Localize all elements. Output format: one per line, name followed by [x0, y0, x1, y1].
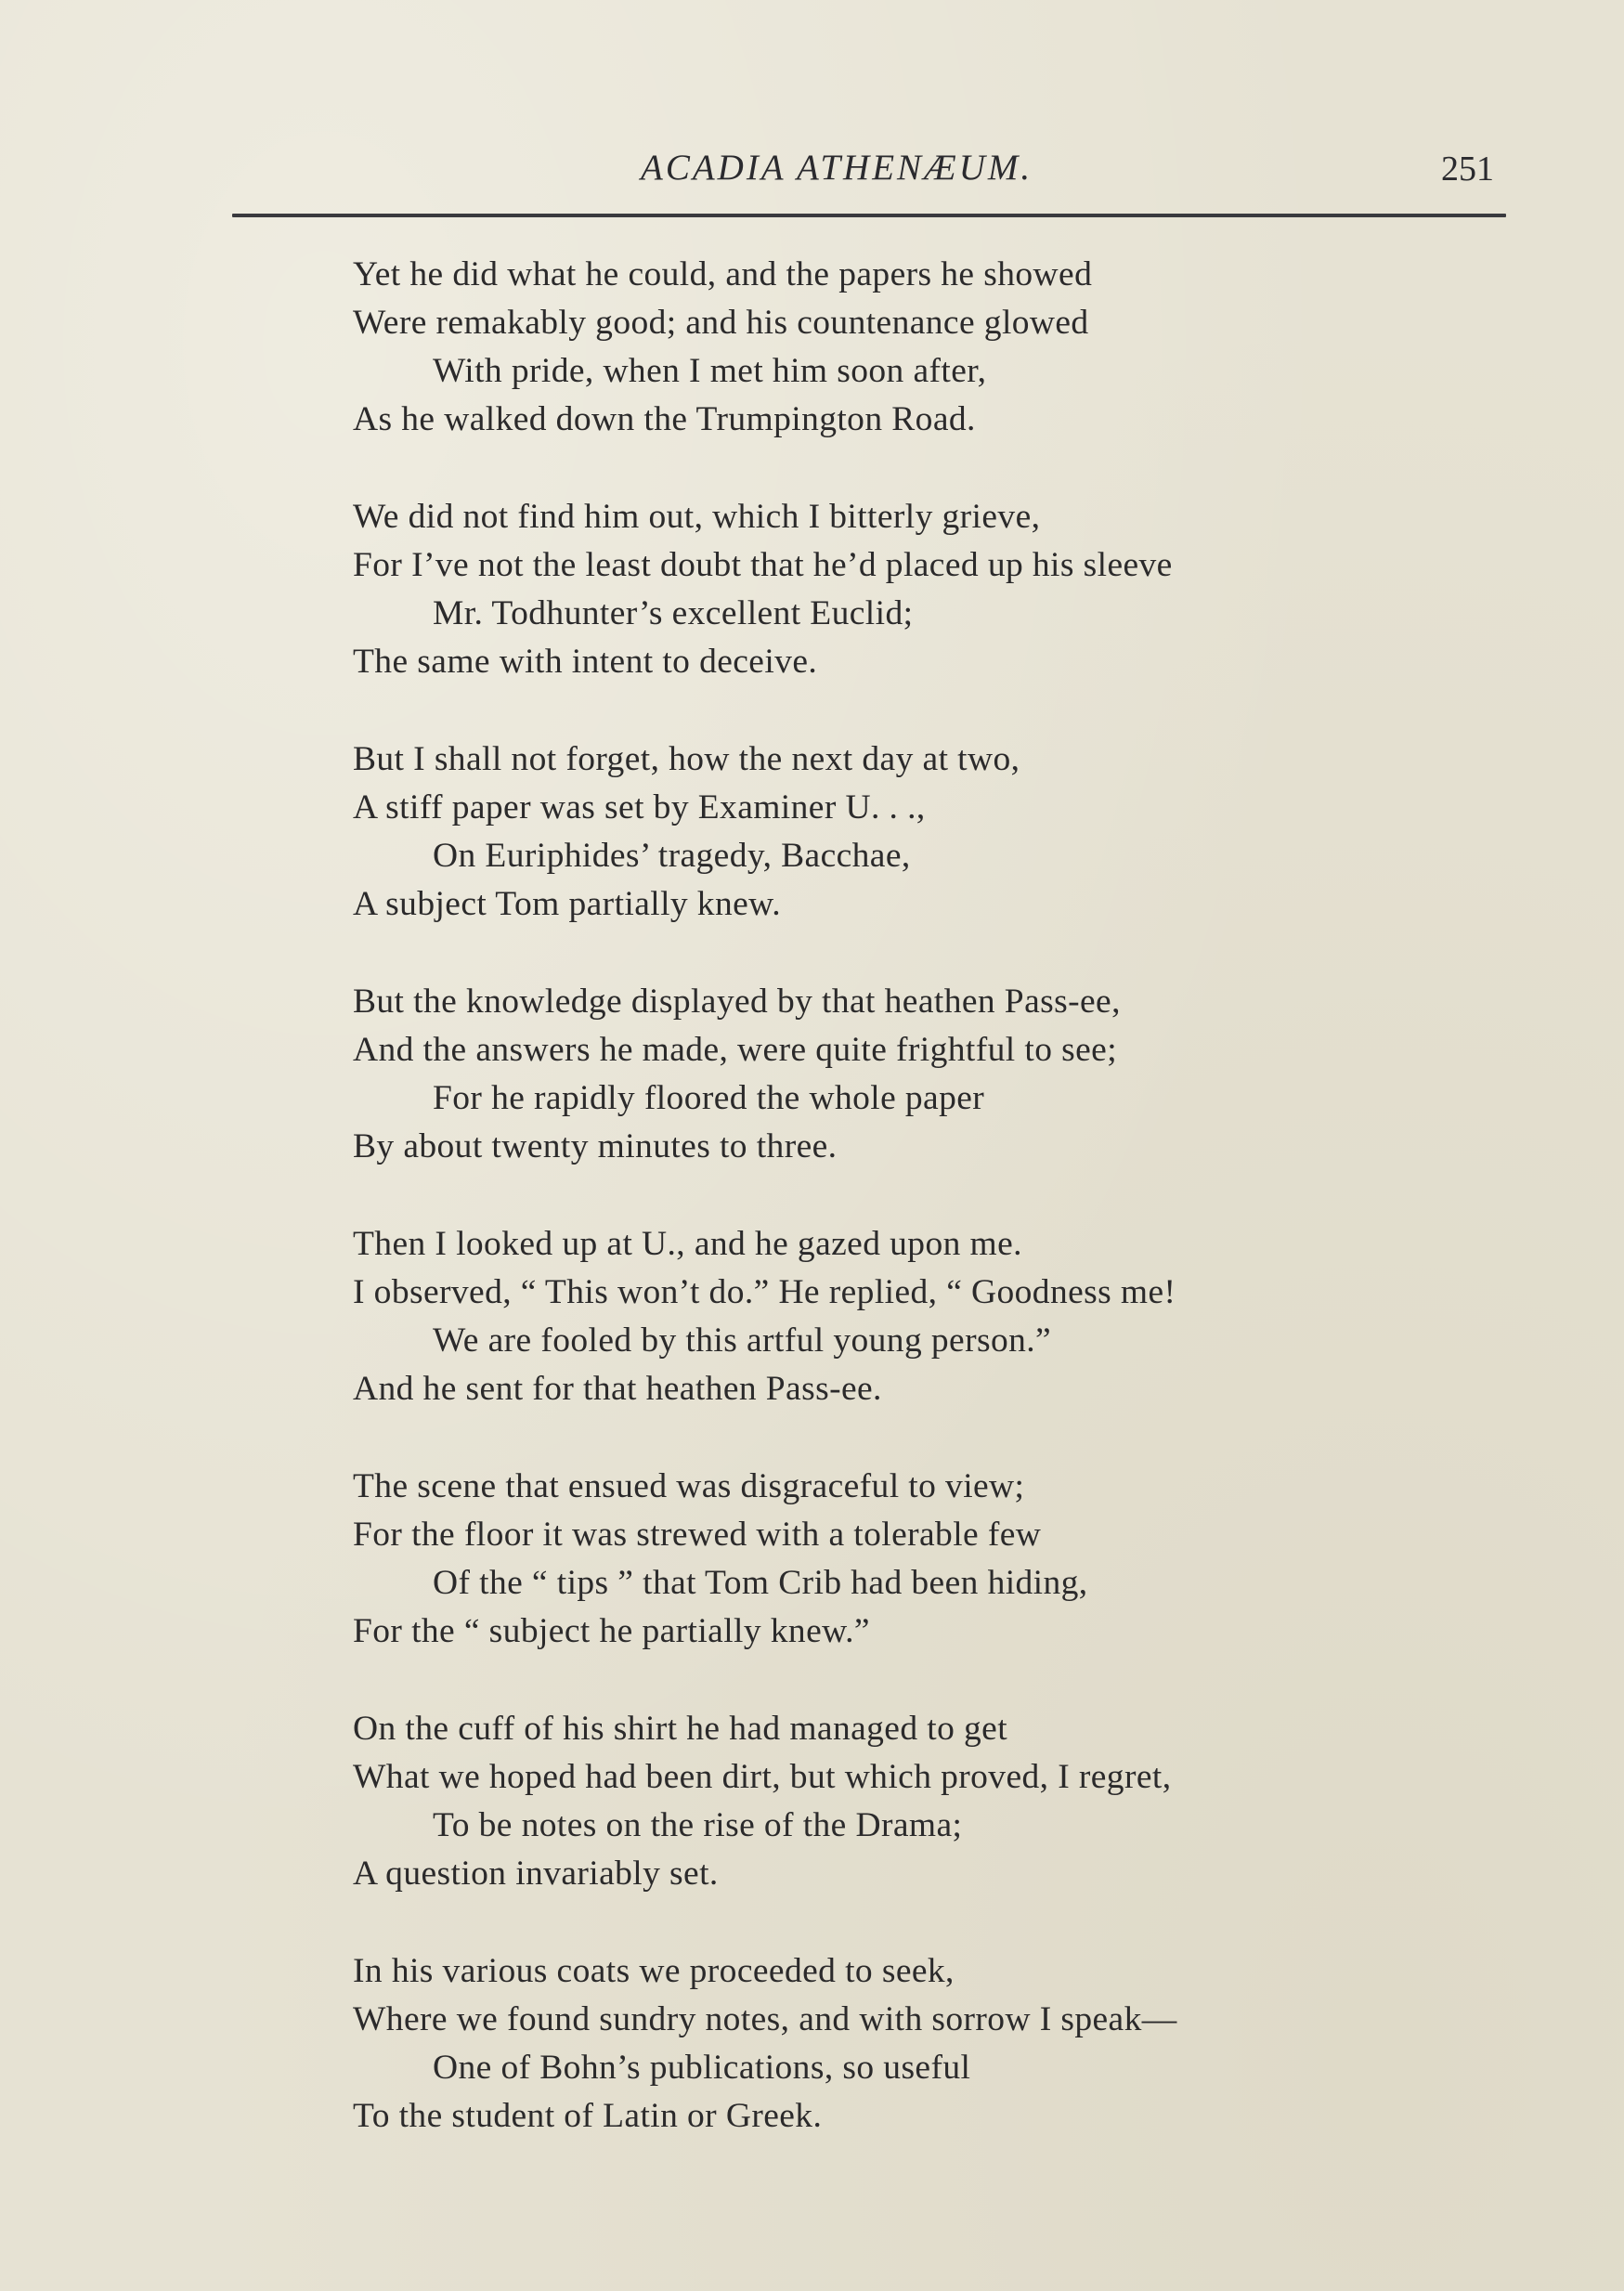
poem-line: The same with intent to deceive. — [353, 643, 818, 681]
poem-line: We did not find him out, which I bitterly grieve, — [353, 498, 1041, 536]
stanza — [353, 1947, 1421, 2141]
poem-line: A question invariably set. — [353, 1855, 719, 1893]
poem-line: As he walked down the Trumpington Road. — [353, 400, 976, 438]
poem-line: To the student of Latin or Greek. — [353, 2097, 823, 2135]
poem-line: I observed, “ This won’t do.” He replied, “ Goodness me! — [353, 1273, 1176, 1311]
poem-line: And he sent for that heathen Pass-ee. — [353, 1370, 882, 1408]
poem-line: On Euriphides’ tragedy, Bacchae, — [433, 837, 911, 875]
header-rule — [232, 214, 1506, 217]
poem-line: Were remakably good; and his countenance glowed — [353, 304, 1089, 342]
poem-line: We are fooled by this artful young person.” — [433, 1321, 1052, 1360]
poem-line: A stiff paper was set by Examiner U. . ., — [353, 788, 926, 827]
poem-line: On the cuff of his shirt he had managed to get — [353, 1710, 1008, 1748]
poem-line: Mr. Todhunter’s excellent Euclid; — [433, 594, 914, 632]
poem-body — [353, 251, 1421, 2190]
poem-line: For the floor it was strewed with a tolerable few — [353, 1516, 1042, 1554]
poem-line: And the answers he made, were quite frightful to see; — [353, 1031, 1118, 1069]
poem-line: Of the “ tips ” that Tom Crib had been hiding, — [433, 1564, 1088, 1602]
poem-line: For he rapidly floored the whole paper — [433, 1079, 985, 1117]
poem-line: What we hoped had been dirt, but which proved, I regret, — [353, 1758, 1172, 1796]
stanza — [353, 978, 1421, 1171]
poem-line: With pride, when I met him soon after, — [433, 352, 987, 390]
stanza — [353, 493, 1421, 686]
poem-line: But I shall not forget, how the next day at two, — [353, 740, 1020, 778]
poem-line: For I’ve not the least doubt that he’d placed up his sleeve — [353, 546, 1173, 584]
poem-line: Then I looked up at U., and he gazed upon me. — [353, 1225, 1022, 1263]
poem-line: To be notes on the rise of the Drama; — [433, 1806, 963, 1844]
poem-line: By about twenty minutes to three. — [353, 1127, 838, 1165]
stanza — [353, 1220, 1421, 1413]
poem-line: One of Bohn’s publications, so useful — [433, 2049, 971, 2087]
poem-line: But the knowledge displayed by that heathen Pass-ee, — [353, 983, 1121, 1021]
stanza — [353, 1705, 1421, 1898]
poem-line: In his various coats we proceeded to seek, — [353, 1952, 955, 1990]
poem-line: Where we found sundry notes, and with sorrow I speak— — [353, 2000, 1177, 2038]
running-head-title: ACADIA ATHENÆUM. — [641, 148, 1033, 188]
poem-line: A subject Tom partially knew. — [353, 885, 781, 923]
stanza — [353, 1463, 1421, 1656]
poem-line: Yet he did what he could, and the papers he showed — [353, 255, 1093, 293]
stanza — [353, 251, 1421, 444]
stanza — [353, 735, 1421, 929]
poem-line: The scene that ensued was disgraceful to view; — [353, 1467, 1025, 1505]
page-number: 251 — [1441, 150, 1494, 189]
poem-line: For the “ subject he partially knew.” — [353, 1612, 870, 1650]
